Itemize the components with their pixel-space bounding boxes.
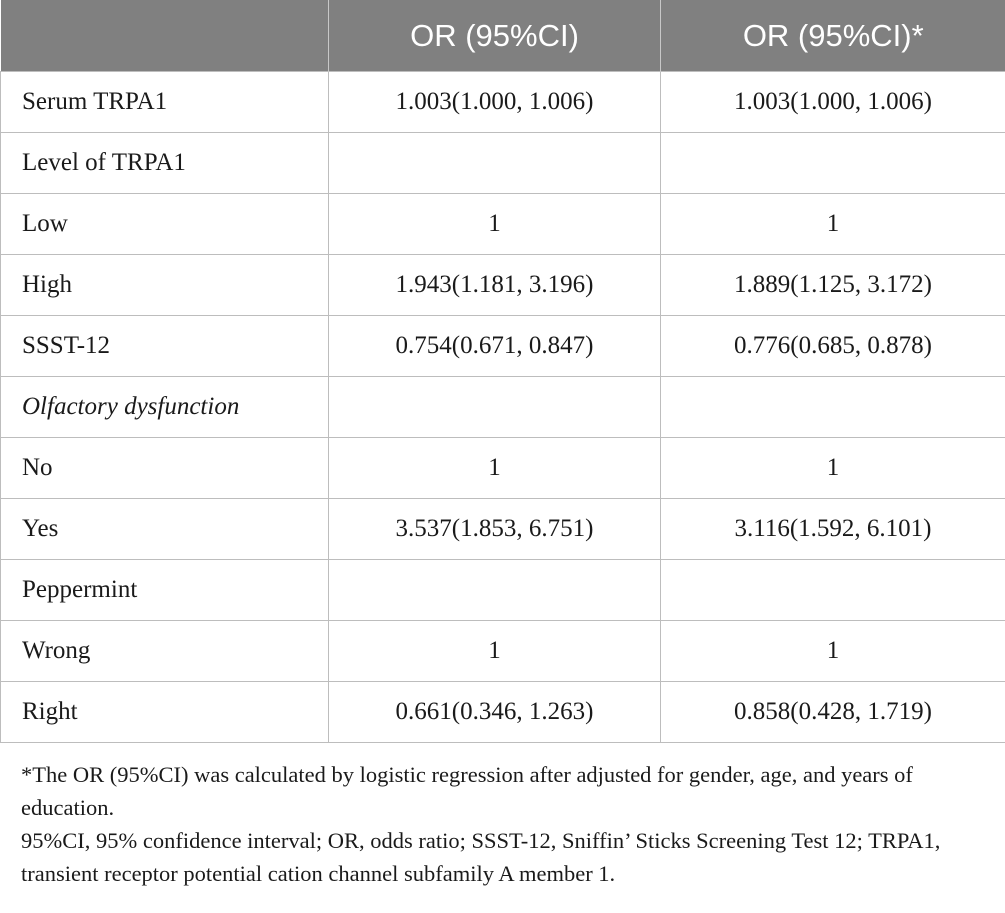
row-label: Right	[1, 682, 329, 743]
row-label: Low	[1, 194, 329, 255]
row-label: No	[1, 438, 329, 499]
row-label: Serum TRPA1	[1, 72, 329, 133]
table-row	[1, 72, 1005, 133]
table-row	[1, 499, 1005, 560]
header-cell-or-adjusted: OR (95%CI)*	[661, 0, 1005, 72]
row-label: Yes	[1, 499, 329, 560]
row-or-adjusted-value: 3.116(1.592, 6.101)	[661, 499, 1005, 560]
table-row	[1, 621, 1005, 682]
row-or-adjusted-value	[661, 560, 1005, 621]
table-row	[1, 377, 1005, 438]
header-cell-variable	[1, 0, 329, 72]
table-row	[1, 194, 1005, 255]
row-or-value	[329, 560, 661, 621]
row-or-value: 1.003(1.000, 1.006)	[329, 72, 661, 133]
table-row	[1, 438, 1005, 499]
row-or-adjusted-value: 0.776(0.685, 0.878)	[661, 316, 1005, 377]
row-label: SSST-12	[1, 316, 329, 377]
table-row	[1, 255, 1005, 316]
row-or-adjusted-value: 1.889(1.125, 3.172)	[661, 255, 1005, 316]
row-or-adjusted-value: 0.858(0.428, 1.719)	[661, 682, 1005, 743]
row-label: Level of TRPA1	[1, 133, 329, 194]
row-or-value: 1	[329, 621, 661, 682]
footnote-abbreviations: 95%CI, 95% confidence interval; OR, odds ratio; SSST-12, Sniffin’ Sticks Screening Test 12; TRPA1, transient receptor potential cation channel subfamily A member 1.	[21, 828, 941, 886]
row-or-adjusted-value: 1.003(1.000, 1.006)	[661, 72, 1005, 133]
table-row	[1, 560, 1005, 621]
table-header-row	[1, 0, 1005, 72]
row-label: Peppermint	[1, 560, 329, 621]
row-or-value: 1	[329, 438, 661, 499]
table-row	[1, 316, 1005, 377]
table-row	[1, 133, 1005, 194]
row-or-adjusted-value: 1	[661, 438, 1005, 499]
row-or-value: 0.754(0.671, 0.847)	[329, 316, 661, 377]
row-label: Wrong	[1, 621, 329, 682]
row-or-value: 1	[329, 194, 661, 255]
row-label: High	[1, 255, 329, 316]
row-or-adjusted-value: 1	[661, 194, 1005, 255]
header-cell-or: OR (95%CI)	[329, 0, 661, 72]
row-or-value: 0.661(0.346, 1.263)	[329, 682, 661, 743]
row-or-adjusted-value	[661, 377, 1005, 438]
row-or-adjusted-value: 1	[661, 621, 1005, 682]
row-or-value	[329, 377, 661, 438]
row-or-value	[329, 133, 661, 194]
footnote-adjustment: *The OR (95%CI) was calculated by logistic regression after adjusted for gender, age, and years of education.	[21, 762, 913, 820]
row-or-value: 1.943(1.181, 3.196)	[329, 255, 661, 316]
row-or-adjusted-value	[661, 133, 1005, 194]
table-footnotes	[21, 758, 991, 890]
row-label: Olfactory dysfunction	[1, 377, 329, 438]
table-row	[1, 682, 1005, 743]
row-or-value: 3.537(1.853, 6.751)	[329, 499, 661, 560]
